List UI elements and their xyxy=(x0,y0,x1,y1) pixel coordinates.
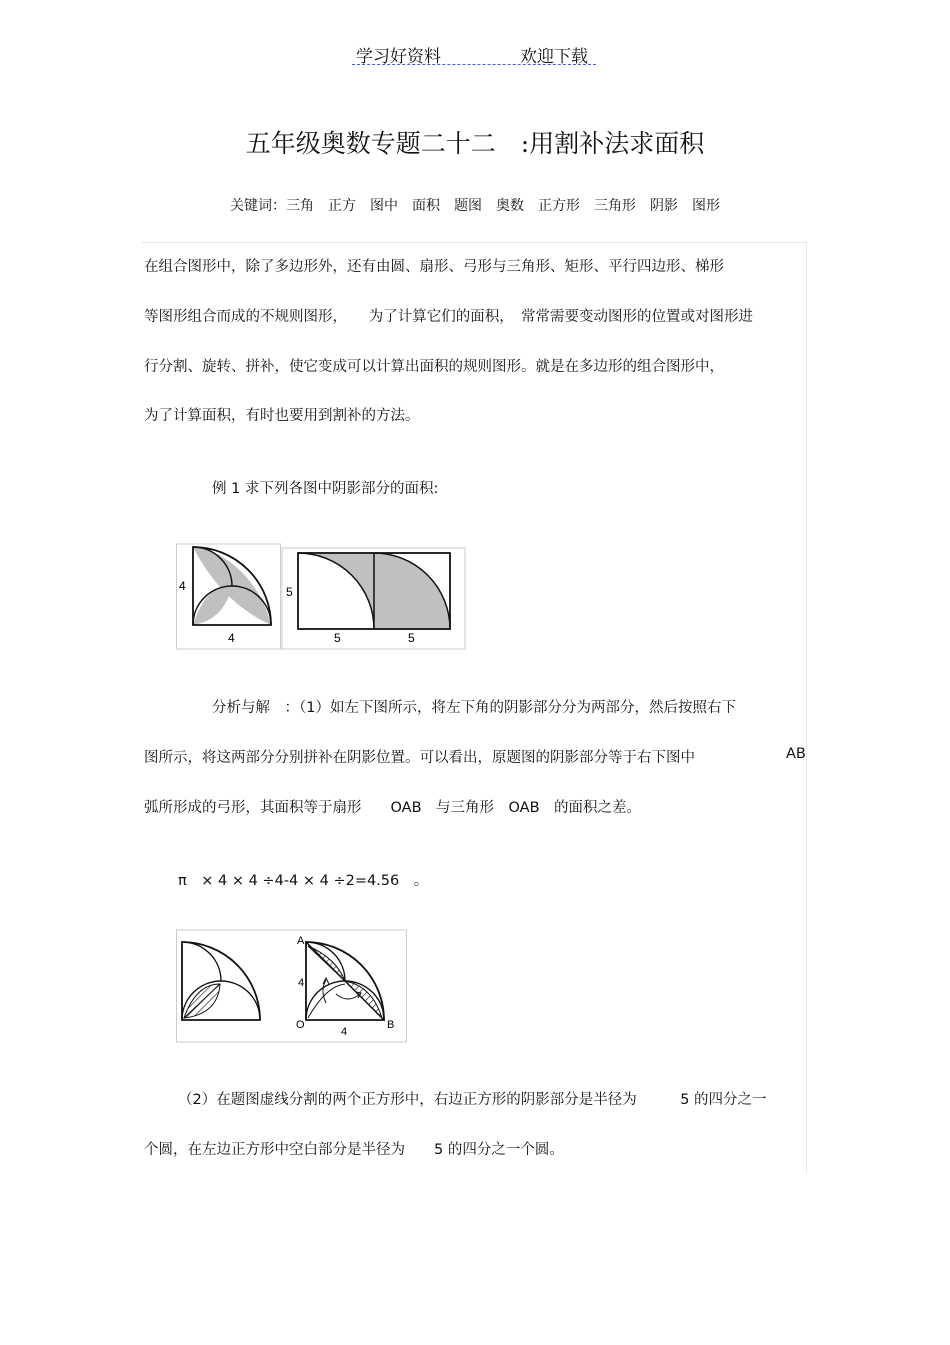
fig1-right-bottom-label-2: 5 xyxy=(408,631,415,645)
fig1-left-bottom-label: 4 xyxy=(228,631,235,645)
intro-line-2: 等图形组合而成的不规则图形， 为了计算它们的面积， 常常需要变动图形的位置或对图形进 xyxy=(144,309,753,325)
header-right: 欢迎下载 xyxy=(520,47,588,67)
example-1-heading: 例 1 求下列各图中阴影部分的面积: xyxy=(212,481,439,497)
figure-1 xyxy=(176,542,468,652)
fig2-label-side: 4 xyxy=(298,977,305,989)
analysis-line-2-tail: AB xyxy=(786,746,806,762)
header-underline xyxy=(352,64,596,65)
page-title: 五年级奥数专题二十二 :用割补法求面积 xyxy=(245,129,705,158)
fig2-label-o: O xyxy=(296,1019,305,1031)
intro-line-3: 行分割、旋转、拼补，使它变成可以计算出面积的规则图形。就是在多边形的组合图形中， xyxy=(144,359,724,375)
part2-line-2: 个圆，在左边正方形中空白部分是半径为 5 的四分之一个圆。 xyxy=(144,1142,564,1158)
figure-2 xyxy=(176,928,408,1044)
analysis-line-3: 弧所形成的弓形，其面积等于扇形 OAB 与三角形 OAB 的面积之差。 xyxy=(144,800,642,816)
formula: π × 4 × 4 ÷4-4 × 4 ÷2=4.56 。 xyxy=(178,873,429,889)
part2-line-1: （2）在题图虚线分割的两个正方形中，右边正方形的阴影部分是半径为 5 的四分之一 xyxy=(178,1092,767,1108)
fig2-label-bottom: 4 xyxy=(341,1026,348,1038)
intro-line-4: 为了计算面积，有时也要用到割补的方法。 xyxy=(144,408,420,424)
header-left: 学习好资料 xyxy=(356,47,441,67)
analysis-line-2: 图所示，将这两部分分别拼补在阴影位置。可以看出，原题图的阴影部分等于右下图中 xyxy=(144,750,695,766)
fig1-right-bottom-label-1: 5 xyxy=(334,631,341,645)
analysis-line-1: 分析与解 ：（1）如左下图所示，将左下角的阴影部分分为两部分，然后按照右下 xyxy=(212,700,736,716)
fig2-label-b: B xyxy=(387,1019,395,1031)
intro-line-1: 在组合图形中，除了多边形外，还有由圆、扇形、弓形与三角形、矩形、平行四边形、梯形 xyxy=(144,259,724,275)
keywords: 关键词：三角 正方 图中 面积 题图 奥数 正方形 三角形 阴影 图形 xyxy=(230,198,720,214)
fig1-left-side-label: 4 xyxy=(179,579,186,593)
fig1-right-side-label: 5 xyxy=(286,585,293,599)
fig2-label-a: A xyxy=(297,935,305,947)
